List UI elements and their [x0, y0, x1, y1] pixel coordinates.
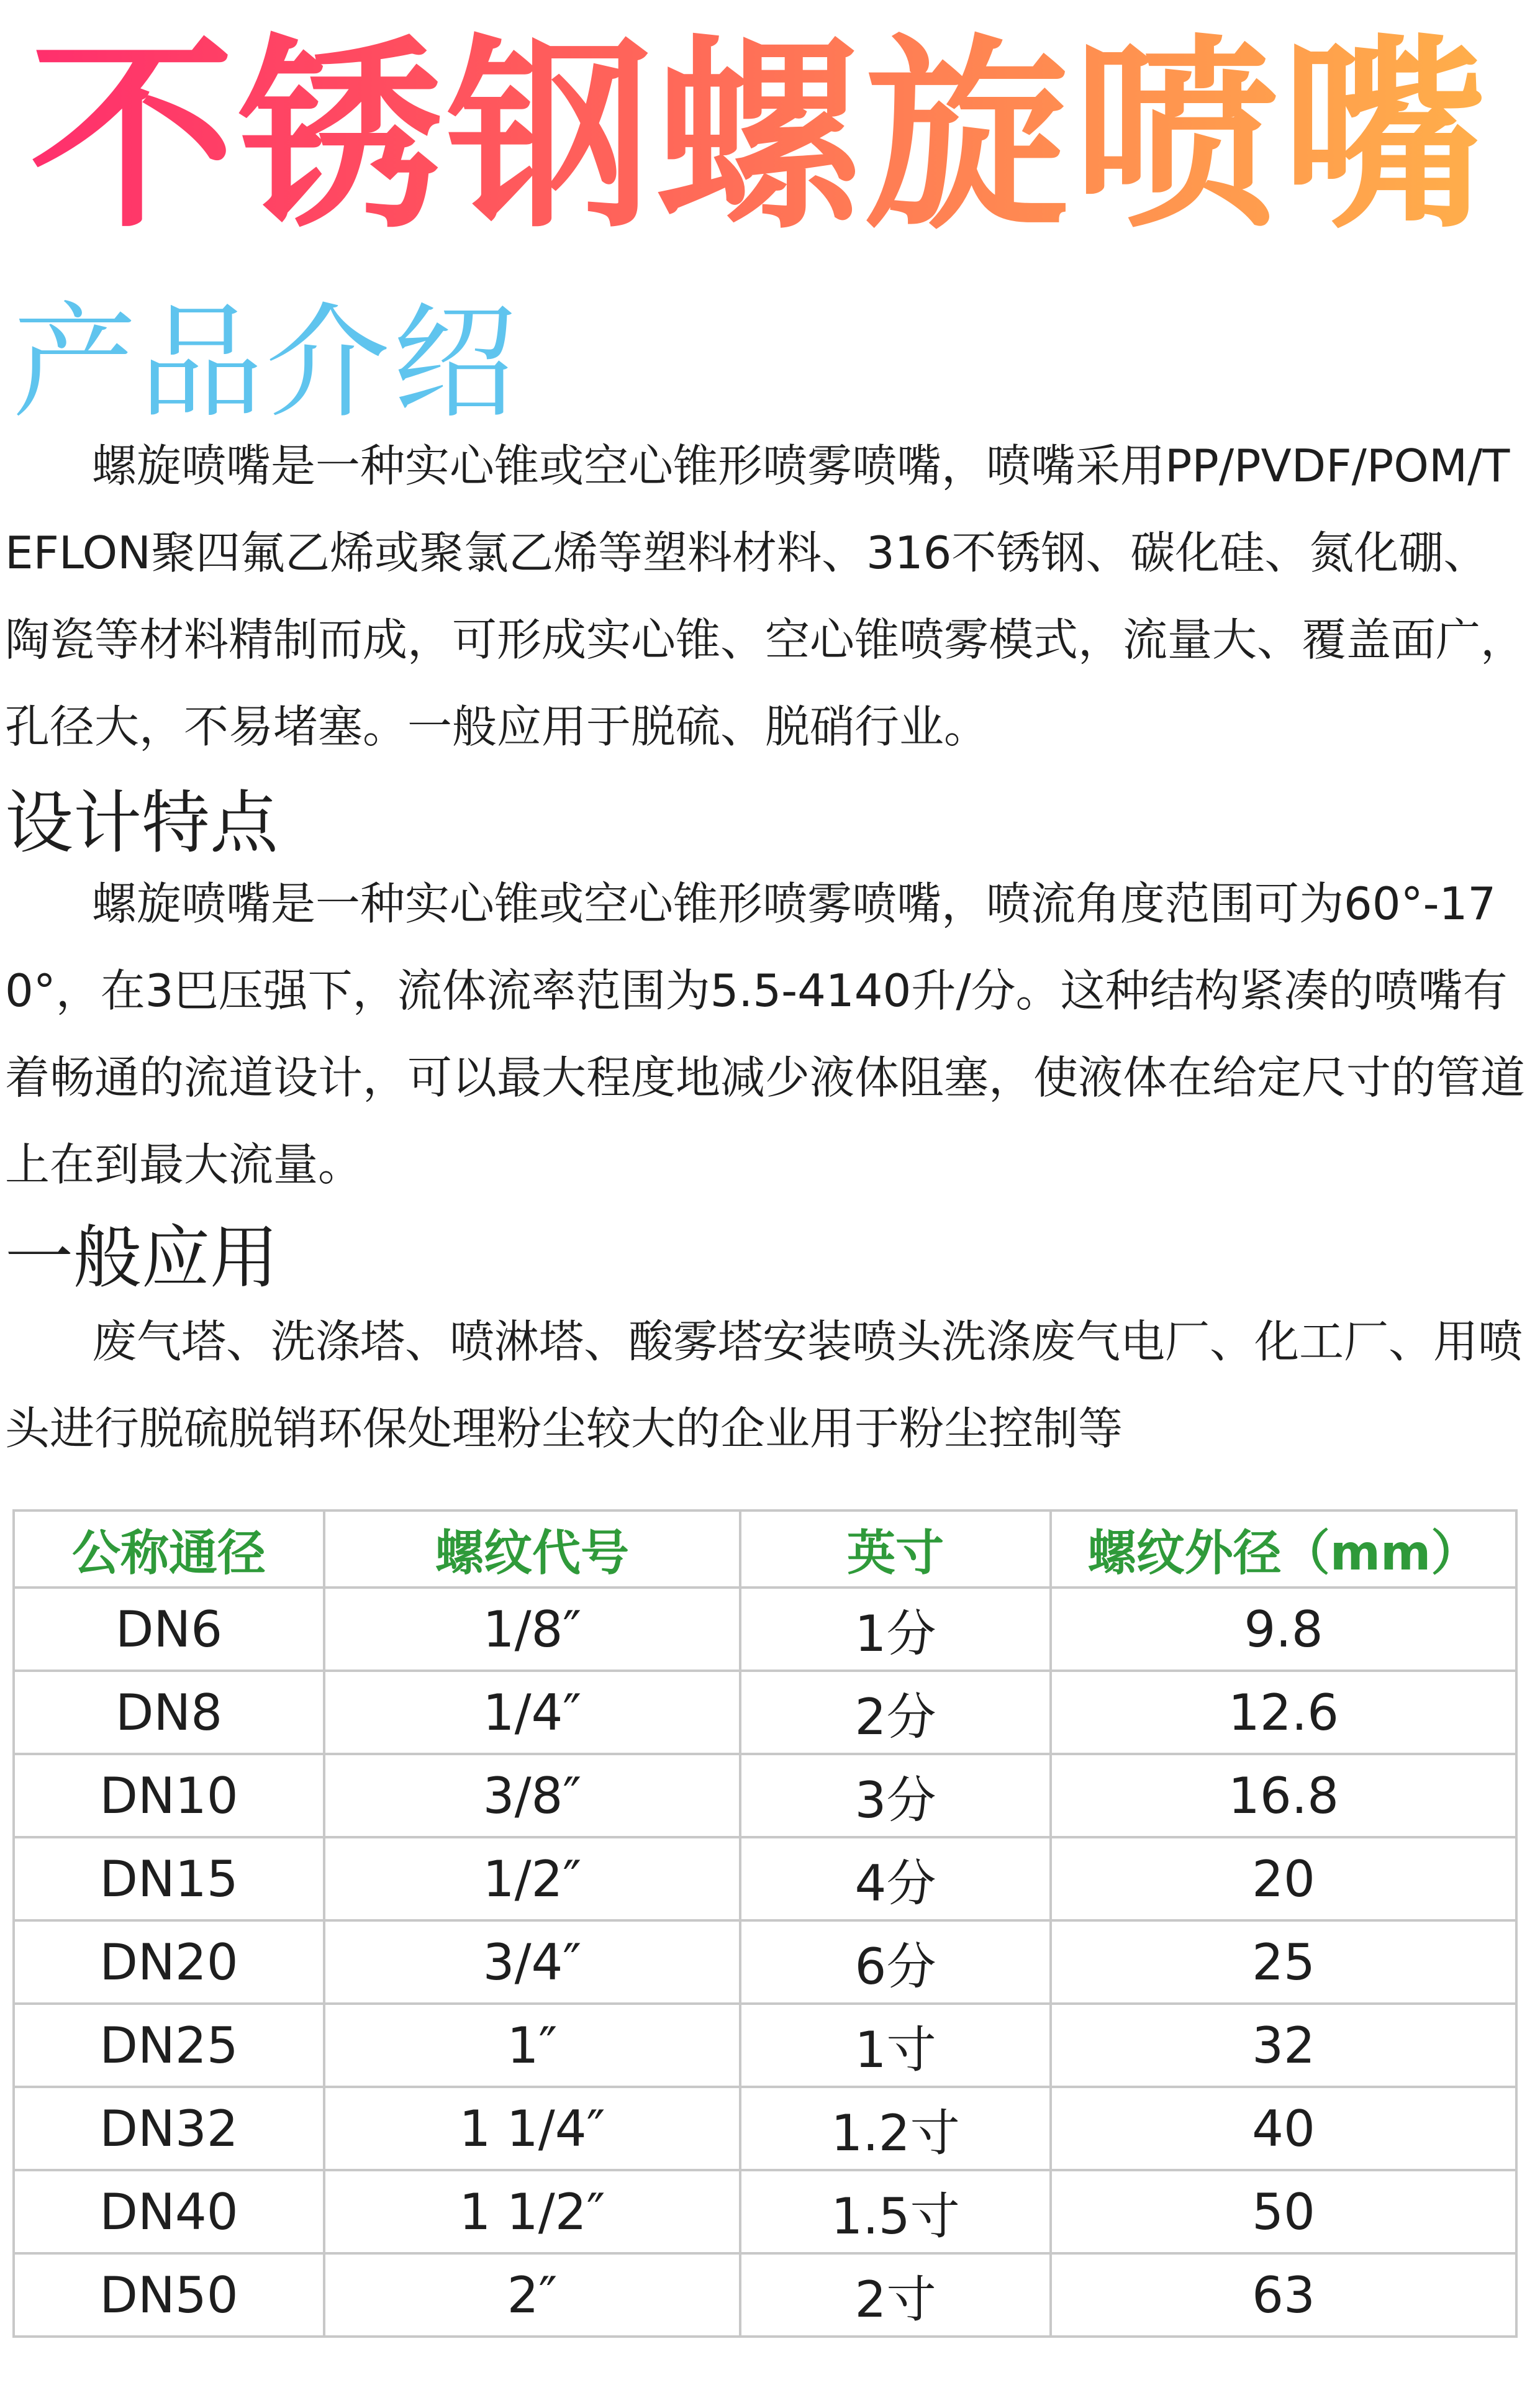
cell-nominal: DN6: [14, 1588, 324, 1671]
cell-outer-diameter: 40: [1051, 2087, 1516, 2170]
cell-inch: 4分: [740, 1837, 1051, 1920]
usage-paragraph: 废气塔、洗涤塔、喷淋塔、酸雾塔安装喷头洗涤废气电厂、化工厂、用喷头进行脱硫脱销环保处理粉尘较大的企业用于粉尘控制等: [5, 1315, 1523, 1455]
cell-thread: 1/2″: [324, 1837, 740, 1920]
cell-inch: 1.5寸: [740, 2170, 1051, 2253]
cell-outer-diameter: 50: [1051, 2170, 1516, 2253]
header-thread-code: 螺纹代号: [324, 1510, 740, 1588]
table-row: [14, 1920, 1516, 2004]
cell-nominal: DN40: [14, 2170, 324, 2253]
cell-thread: 2″: [324, 2253, 740, 2337]
cell-inch: 2分: [740, 1671, 1051, 1754]
design-heading: 设计特点: [5, 783, 278, 863]
cell-inch: 2寸: [740, 2253, 1051, 2337]
cell-thread: 3/4″: [324, 1920, 740, 2004]
cell-outer-diameter: 25: [1051, 1920, 1516, 2004]
cell-thread: 1/4″: [324, 1671, 740, 1754]
cell-outer-diameter: 12.6: [1051, 1671, 1516, 1754]
cell-inch: 6分: [740, 1920, 1051, 2004]
cell-outer-diameter: 32: [1051, 2004, 1516, 2087]
cell-inch: 1分: [740, 1588, 1051, 1671]
cell-outer-diameter: 63: [1051, 2253, 1516, 2337]
cell-nominal: DN25: [14, 2004, 324, 2087]
cell-nominal: DN32: [14, 2087, 324, 2170]
cell-thread: 1 1/4″: [324, 2087, 740, 2170]
cell-inch: 1.2寸: [740, 2087, 1051, 2170]
cell-thread: 3/8″: [324, 1754, 740, 1837]
cell-inch: 1寸: [740, 2004, 1051, 2087]
cell-nominal: DN10: [14, 1754, 324, 1837]
cell-nominal: DN50: [14, 2253, 324, 2337]
design-paragraph: 螺旋喷嘴是一种实心锥或空心锥形喷雾喷嘴，喷流角度范围可为60°-170°，在3巴压强下，流体流率范围为5.5-4140升/分。这种结构紧凑的喷嘴有着畅通的流道设计，可以最大程度地减少液体阻塞，使液体在给定尺寸的管道上在到最大流量。: [5, 878, 1526, 1191]
table-header-row: [14, 1510, 1516, 1588]
table-row: [14, 1588, 1516, 1671]
table-row: [14, 2170, 1516, 2253]
cell-outer-diameter: 9.8: [1051, 1588, 1516, 1671]
table-row: [14, 1837, 1516, 1920]
cell-thread: 1″: [324, 2004, 740, 2087]
header-thread-outer-diameter: 螺纹外径（mm）: [1051, 1510, 1516, 1588]
intro-heading: 产品介绍: [12, 291, 520, 435]
table-row: [14, 1754, 1516, 1837]
cell-thread: 1 1/2″: [324, 2170, 740, 2253]
intro-paragraph: 螺旋喷嘴是一种实心锥或空心锥形喷雾喷嘴，喷嘴采用PP/PVDF/POM/TEFLON聚四氟乙烯或聚氯乙烯等塑料材料、316不锈钢、碳化硅、氮化硼、陶瓷等材料精制而成，可形成实心锥、空心锥喷雾模式，流量大、覆盖面广，孔径大，不易堵塞。一般应用于脱硫、脱硝行业。: [5, 440, 1526, 753]
cell-thread: 1/8″: [324, 1588, 740, 1671]
cell-inch: 3分: [740, 1754, 1051, 1837]
cell-nominal: DN8: [14, 1671, 324, 1754]
cell-outer-diameter: 20: [1051, 1837, 1516, 1920]
page-title: 不锈钢螺旋喷嘴: [30, 19, 1520, 255]
cell-nominal: DN20: [14, 1920, 324, 2004]
table-row: [14, 2004, 1516, 2087]
header-inch: 英寸: [740, 1510, 1051, 1588]
cell-outer-diameter: 16.8: [1051, 1754, 1516, 1837]
table-row: [14, 1671, 1516, 1754]
spec-table: [12, 1509, 1518, 2338]
usage-heading: 一般应用: [5, 1218, 278, 1297]
table-row: [14, 2087, 1516, 2170]
table-row: [14, 2253, 1516, 2337]
cell-nominal: DN15: [14, 1837, 324, 1920]
header-nominal-diameter: 公称通径: [14, 1510, 324, 1588]
